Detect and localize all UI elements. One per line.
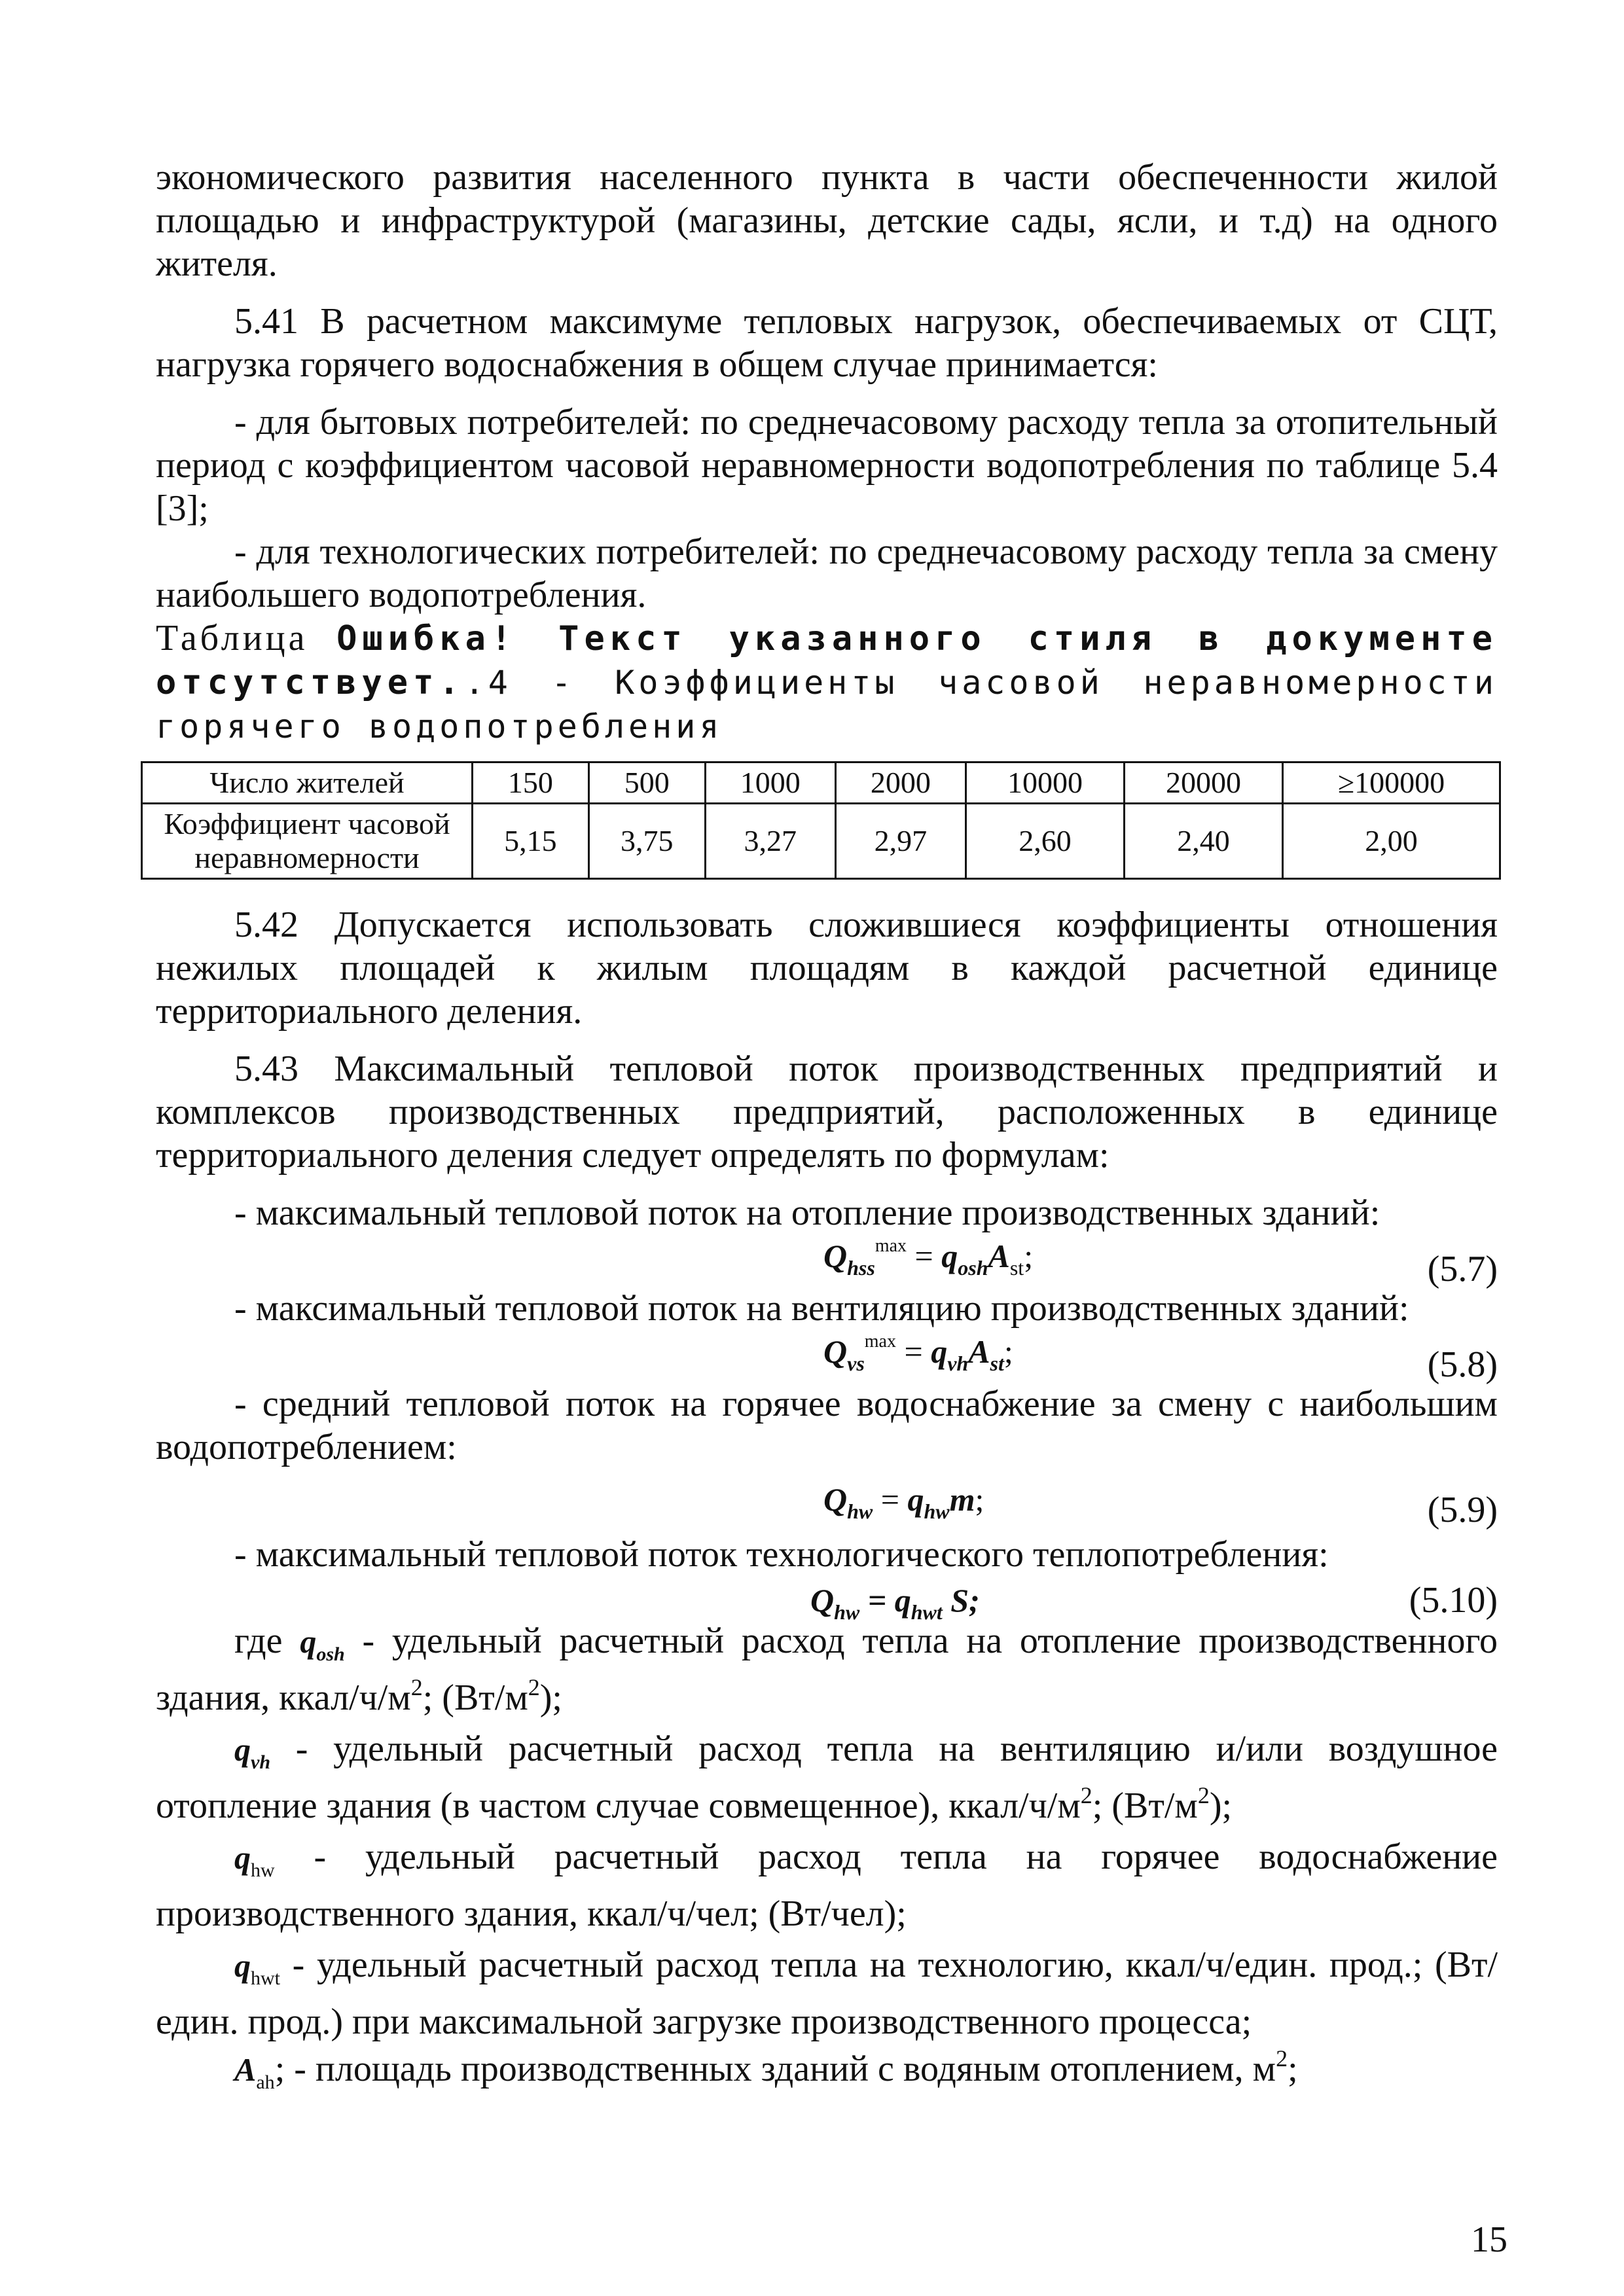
list-item-heating: - максимальный тепловой поток на отопление производственных зданий:: [234, 1193, 1380, 1233]
table-header-cell: Число жителей: [142, 762, 473, 804]
equation-number: (5.8): [1427, 1344, 1498, 1385]
table-cell: 10000: [966, 762, 1125, 804]
table-cell: 500: [588, 762, 705, 804]
list-item-ventilation: - максимальный тепловой поток на вентиляцию производственных зданий:: [234, 1288, 1409, 1329]
definition-q-hw: $q_{hw}$ - удельный расчетный расход тепла на горячее водоснабжение производственного здания, ккал/ч/чел; (Вт/чел);: [156, 1837, 1498, 1934]
variable-q-hw: $q_{hw}$: [234, 1839, 275, 1881]
list-item-technological: - для технологических потребителей: по среднечасовому расходу тепла за смену наибольшего водопотребления.: [156, 531, 1498, 615]
table-row: [142, 804, 1500, 879]
equation-5-8: [156, 1330, 1498, 1385]
table-cell: 2,97: [835, 804, 965, 879]
table-cell: 20000: [1125, 762, 1283, 804]
table-header-cell: Коэффициент часовой неравномерности: [142, 804, 473, 879]
equation-5-7: [156, 1234, 1498, 1289]
table-cell: ≥100000: [1283, 762, 1500, 804]
table-row: [142, 762, 1500, 804]
equation-5-9: [156, 1469, 1498, 1528]
variable-q-osh: $q_{osh}$: [300, 1623, 345, 1665]
table-cell: 2,00: [1283, 804, 1500, 879]
table-cell: 2,60: [966, 804, 1125, 879]
list-item-household: - для бытовых потребителей: по среднечасовому расходу тепла за отопительный период с коэффициентом часовой неравномерности водопотребления по таблице 5.4 [3];: [156, 402, 1498, 529]
table-cell: 3,75: [588, 804, 705, 879]
body-text-middle: [156, 903, 1498, 2104]
caption-error-text: Ошибка! Текст указанного стиля в документе отсутствует.: [156, 619, 1498, 702]
definition-q-vh: $q_{vh}$ - удельный расчетный расход тепла на вентиляцию и/или воздушное отопление здания (в частом случае совмещенное), ккал/$ч/м^2$; $(Вт/м^2)$;: [156, 1729, 1498, 1826]
equation-5-10: [156, 1576, 1498, 1624]
body-text-top: [156, 156, 1498, 748]
table-cell: 150: [473, 762, 589, 804]
list-item-technological-heat: - максимальный тепловой поток технологического теплопотребления:: [234, 1534, 1329, 1575]
paragraph-5-43: 5.43 Максимальный тепловой поток производственных предприятий и комплексов производственных предприятий, расположенных в единице территориального деления следует определять по формулам:: [156, 1049, 1498, 1175]
variable-q-hwt: $q_{hwt}$: [234, 1947, 280, 1989]
variable-a-ah: $A_{ah}$: [234, 2051, 275, 2093]
table-cell: 2000: [835, 762, 965, 804]
equation-number: (5.10): [1409, 1580, 1498, 1621]
definition-q-osh: где $q_{osh}$ - удельный расчетный расход тепла на отопление производственного здания, ккал/$ч/м^2$; $(Вт/м^2)$;: [156, 1621, 1498, 1718]
variable-q-vh: $q_{vh}$: [234, 1731, 270, 1773]
caption-suffix: .4 - Коэффициенты часовой неравномерности горячего водопотребления: [156, 664, 1498, 745]
table-cell: 1000: [705, 762, 835, 804]
table-cell: 2,40: [1125, 804, 1283, 879]
paragraph-5-42: 5.42 Допускается использовать сложившиеся коэффициенты отношения нежилых площадей к жилым площадям в каждой расчетной единице территориального деления.: [156, 905, 1498, 1031]
formula-5-10: $Q_{hw} = q_{hwt}$ S;: [810, 1582, 980, 1624]
equation-number: (5.7): [1427, 1249, 1498, 1289]
definition-q-hwt: $q_{hwt}$ - удельный расчетный расход тепла на технологию, ккал/ч/един. прод.; (Вт/един. прод.) при максимальной загрузке производственного процесса;: [156, 1945, 1498, 2042]
coefficient-table: [141, 761, 1501, 880]
table-cell: 3,27: [705, 804, 835, 879]
equation-number: (5.9): [1427, 1490, 1498, 1530]
paragraph-5-41: 5.41 В расчетном максимуме тепловых нагрузок, обеспечиваемых от СЦТ, нагрузка горячего водоснабжения в общем случае принимается:: [156, 301, 1498, 385]
definition-a-ah: $A_{ah}$; - площадь производственных зданий с водяным отоплением, $м^2$;: [234, 2045, 1298, 2093]
table-cell: 5,15: [473, 804, 589, 879]
page-number: 15: [1471, 2219, 1507, 2260]
paragraph-continuation: экономического развития населенного пункта в части обеспеченности жилой площадью и инфраструктурой (магазины, детские сады, ясли, и т.д) на одного жителя.: [156, 157, 1498, 284]
table-caption: [156, 617, 1498, 748]
formula-5-9: $Q_{hw} = q_{hw}m$;: [823, 1481, 984, 1523]
formula-5-7: $Q_{hss}^{max} = q_{osh}A_{st}$;: [823, 1236, 1034, 1280]
caption-prefix: Таблица: [156, 618, 308, 658]
formula-5-8: $Q_{vs}^{max} = q_{vh}A_{st}$;: [823, 1331, 1013, 1375]
list-item-hot-water: - средний тепловой поток на горячее водоснабжение за смену с наибольшим водопотреблением:: [156, 1384, 1498, 1467]
